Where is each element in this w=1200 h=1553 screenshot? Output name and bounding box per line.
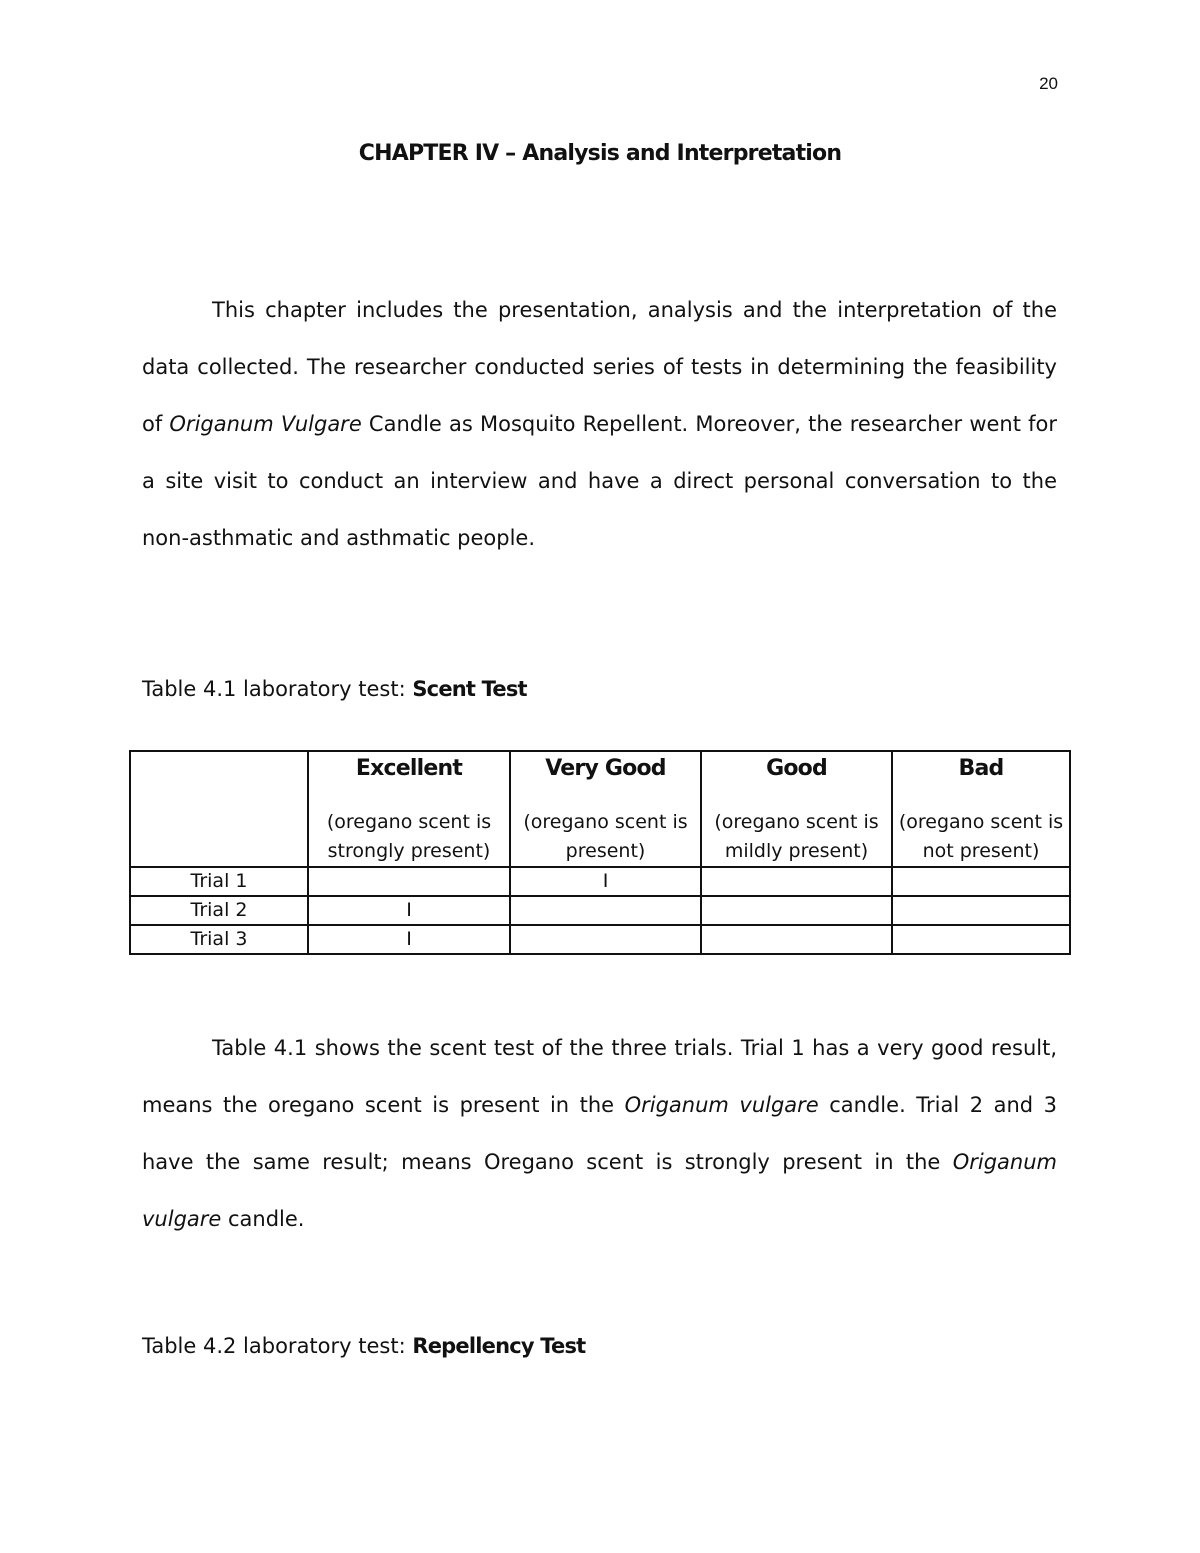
table-1-caption-prefix: Table 4.1 laboratory test: <box>142 677 413 701</box>
page-number: 20 <box>1039 74 1058 93</box>
intro-text-1: This chapter includes the presentation, analysis and the interpretation of the data collected. The researcher conducted series of tests in determining the feasibility of <box>142 298 1057 436</box>
rating-description: (oregano scent is present) <box>523 811 688 862</box>
analysis-text-1: Table 4.1 shows the scent test of the three trials. Trial 1 has a very good result, means the oregano scent is present in the <box>142 1036 1057 1117</box>
header-very-good <box>510 751 701 867</box>
header-excellent <box>308 751 510 867</box>
result-cell <box>701 896 892 925</box>
analysis-species-name: Origanum vulgare <box>624 1093 819 1117</box>
table-row <box>130 867 1070 896</box>
header-good <box>701 751 892 867</box>
result-mark: I <box>406 899 412 921</box>
rating-label: Excellent <box>355 756 463 781</box>
rating-description: (oregano scent is not present) <box>898 811 1064 862</box>
table-header-row <box>130 751 1070 867</box>
trial-label: Trial 3 <box>130 925 308 954</box>
table-1-caption-title: Scent Test <box>412 677 527 701</box>
rating-label: Good <box>766 756 827 781</box>
header-empty-cell <box>130 751 308 867</box>
rating-description: (oregano scent is strongly present) <box>326 811 492 862</box>
header-bad <box>892 751 1070 867</box>
rating-label: Very Good <box>545 756 666 781</box>
result-cell <box>892 925 1070 954</box>
result-cell <box>892 896 1070 925</box>
analysis-paragraph <box>142 1020 1057 1248</box>
table-row <box>130 896 1070 925</box>
result-mark: I <box>406 928 412 950</box>
result-cell <box>510 925 701 954</box>
intro-species-name: Origanum Vulgare <box>169 412 362 436</box>
table-1-caption <box>142 677 527 701</box>
trial-label: Trial 1 <box>130 867 308 896</box>
intro-text-2: Candle as Mosquito Repellent. Moreover, the researcher went for a site visit to conduct an interview and have a direct personal conversation to the non-asthmatic and asthmatic people. <box>142 412 1057 550</box>
result-cell <box>308 925 510 954</box>
analysis-text-3: candle. <box>221 1207 305 1231</box>
result-mark: I <box>602 870 609 892</box>
rating-description: (oregano scent is mildly present) <box>714 811 879 862</box>
result-cell <box>701 867 892 896</box>
result-cell <box>308 896 510 925</box>
table-2-caption-prefix: Table 4.2 laboratory test: <box>142 1334 413 1358</box>
result-cell <box>510 867 701 896</box>
chapter-title: CHAPTER IV – Analysis and Interpretation <box>358 141 842 166</box>
result-cell <box>701 925 892 954</box>
analysis-species-name: Origanum vulgare <box>142 1150 1057 1231</box>
trial-label: Trial 2 <box>130 896 308 925</box>
analysis-text-2: candle. Trial 2 and 3 have the same result; means Oregano scent is strongly present in the <box>142 1093 1057 1174</box>
intro-paragraph <box>142 282 1057 567</box>
result-cell <box>308 867 510 896</box>
table-row <box>130 925 1070 954</box>
scent-test-table <box>129 750 1071 955</box>
result-cell <box>510 896 701 925</box>
rating-label: Bad <box>958 756 1004 781</box>
table-2-caption-title: Repellency Test <box>412 1334 586 1358</box>
result-cell <box>892 867 1070 896</box>
table-2-caption <box>142 1334 585 1358</box>
